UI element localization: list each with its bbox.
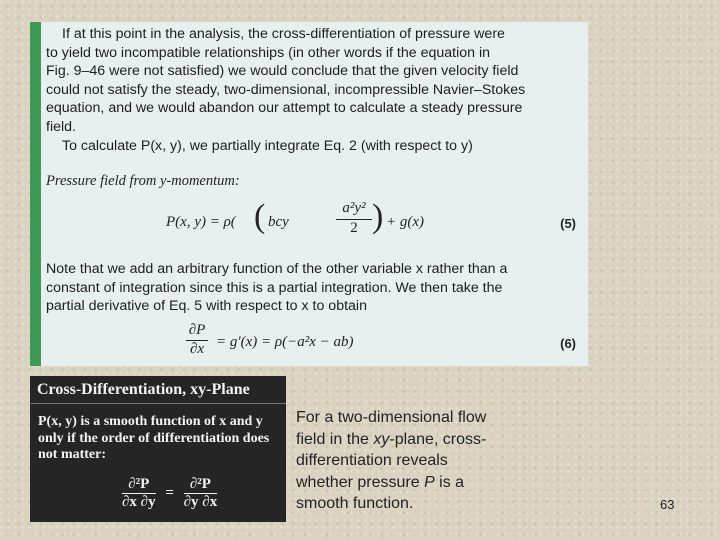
paragraph-2 — [46, 260, 576, 316]
para2-line: Note that we add an arbitrary function of the other variable x rather than a — [46, 261, 508, 277]
caption-p: P — [424, 473, 435, 491]
eq5-fraction — [336, 200, 372, 237]
caption-line — [296, 472, 521, 494]
eq6-number: (6) — [560, 336, 576, 351]
para1-line: could not satisfy the steady, two-dimensional, incompressible Navier–Stokes — [46, 81, 526, 98]
callout-lhs-num: ∂²P — [128, 476, 150, 492]
eq5-term: bcy — [268, 214, 289, 230]
caption-text: -plane, cross- — [389, 430, 487, 448]
textbook-excerpt — [30, 22, 588, 366]
callout-rhs-num: ∂²P — [189, 476, 211, 492]
para1b-line: To calculate P(x, y), we partially integrate Eq. 2 (with respect to y) — [62, 137, 473, 154]
para1-line: field. — [46, 118, 76, 135]
caption-line — [296, 429, 521, 451]
slide-caption — [296, 407, 521, 515]
para1-line: equation, and we would abandon our attempt to calculate a steady pressure — [46, 100, 523, 117]
caption-line: differentiation reveals — [296, 452, 448, 469]
page-number: 63 — [660, 497, 675, 512]
callout-body: P(x, y) is a smooth function of x and y only if the order of differentiation does not matter: — [38, 414, 270, 462]
callout-title: Cross-Differentiation, xy-Plane — [37, 381, 250, 398]
cross-differentiation-callout — [30, 376, 286, 522]
para1-line: Fig. 9–46 were not satisfied) we would conclude that the given velocity field — [46, 63, 519, 80]
eq6-num: ∂P — [188, 322, 206, 338]
para2-line: partial derivative of Eq. 5 with respect to x to obtain — [46, 298, 367, 315]
caption-line: For a two-dimensional flow — [296, 409, 487, 426]
eq5-number: (5) — [560, 216, 576, 231]
eq5-lhs: P(x, y) = ρ( — [166, 214, 236, 230]
eq6-den: ∂x — [186, 340, 208, 358]
para1-line: to yield two incompatible relationships (in other words if the equation in — [46, 44, 490, 61]
accent-bar — [30, 22, 41, 366]
para2-line: constant of integration since this is a partial integration. We then take the — [46, 279, 503, 296]
caption-text: field in the — [296, 430, 374, 448]
subheading: Pressure field from y-momentum: — [46, 173, 240, 189]
equation-5 — [46, 200, 576, 248]
eq6-fraction — [186, 322, 208, 358]
callout-rhs — [184, 476, 218, 511]
callout-lhs — [122, 476, 156, 511]
callout-lhs-den: ∂x ∂y — [122, 494, 156, 510]
eq5-num: a²y² — [342, 200, 366, 216]
callout-rhs-den: ∂y ∂x — [183, 494, 218, 510]
caption-xy: xy — [373, 430, 390, 448]
callout-equals: = — [165, 485, 174, 501]
caption-line: smooth function. — [296, 495, 414, 512]
equation-6 — [46, 322, 576, 362]
caption-text: is a — [434, 473, 465, 491]
callout-divider — [30, 403, 286, 404]
eq5-bracket: ( — [254, 198, 266, 235]
callout-equation — [122, 476, 217, 511]
paragraph-1 — [46, 25, 576, 155]
eq6-rhs: = g′(x) = ρ(−a²x − ab) — [216, 334, 354, 350]
para1-line: If at this point in the analysis, the cross-differentiation of pressure were — [62, 26, 505, 42]
caption-text: whether pressure — [296, 473, 425, 491]
eq5-den: 2 — [336, 219, 372, 237]
eq5-bracket-close: ) — [372, 198, 384, 235]
eq5-plus: + g(x) — [386, 214, 425, 230]
